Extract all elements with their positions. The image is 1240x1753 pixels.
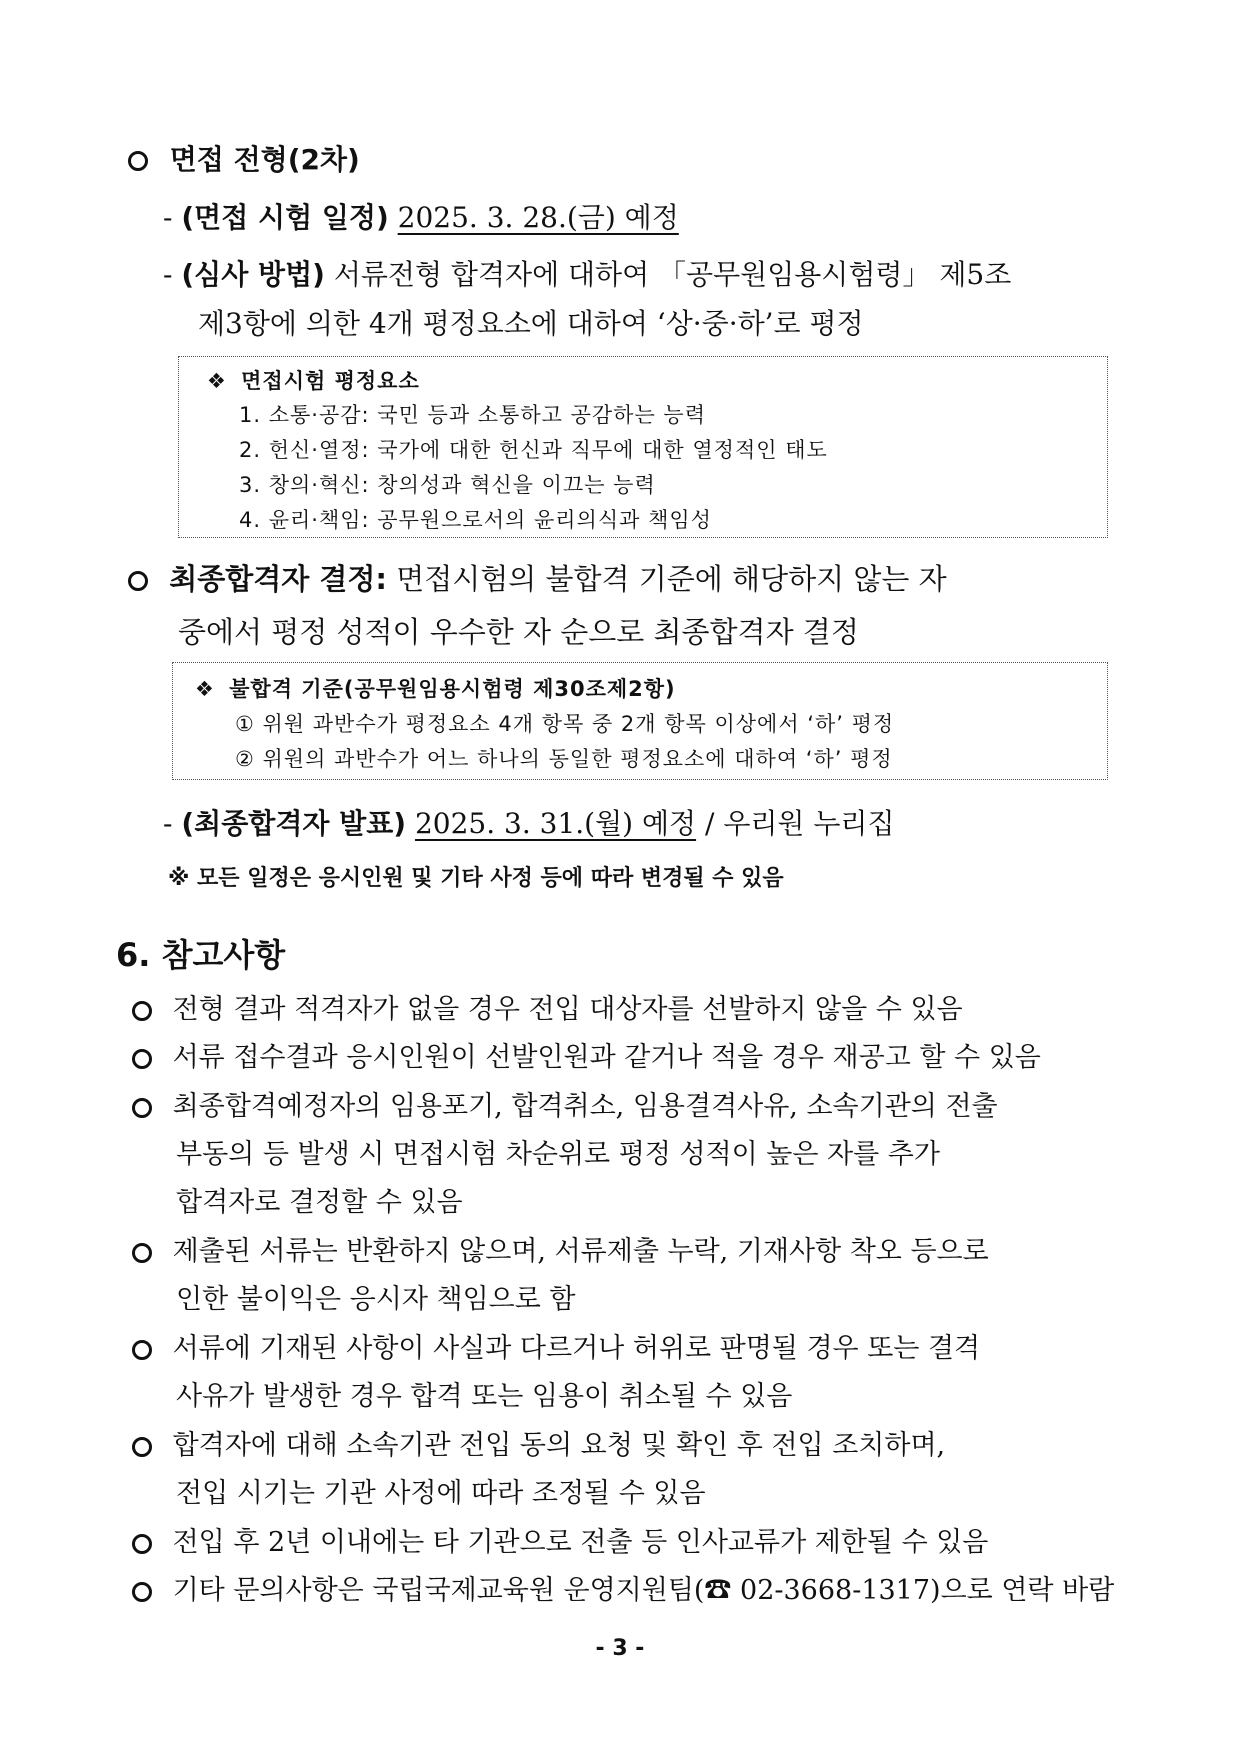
interview-schedule-label: (면접 시험 일정)	[181, 201, 389, 234]
circle-bullet-icon	[132, 1534, 152, 1554]
criteria-item: 4. 윤리·책임: 공무원으로서의 윤리의식과 책임성	[239, 508, 712, 532]
reference-item: 전입 후 2년 이내에는 타 기관으로 전출 등 인사교류가 제한될 수 있음	[132, 1520, 988, 1559]
interview-method-text-1: 서류전형 합격자에 대하여 「공무원임용시험령」 제5조	[333, 258, 1012, 291]
reference-item: 제출된 서류는 반환하지 않으며, 서류제출 누락, 기재사항 착오 등으로	[132, 1229, 989, 1268]
page-number: - 3 -	[595, 1636, 645, 1661]
circle-bullet-icon	[132, 1437, 152, 1457]
reference-item: 서류에 기재된 사항이 사실과 다르거나 허위로 판명될 경우 또는 결격	[132, 1326, 980, 1365]
final-decision-heading: 최종합격자 결정:	[169, 562, 388, 596]
fail-box-title: ❖ 불합격 기준(공무원임용시험령 제30조제2항)	[195, 677, 676, 701]
criteria-item: 2. 헌신·열정: 국가에 대한 헌신과 직무에 대한 열정적인 태도	[239, 438, 828, 462]
circle-bullet-icon	[132, 1340, 152, 1360]
interview-method-line-1: - (심사 방법) 서류전형 합격자에 대하여 「공무원임용시험령」 제5조	[163, 258, 1012, 291]
reference-item: 기타 문의사항은 국립국제교육원 운영지원팀(☎ 02-3668-1317)으로 연락 바람	[132, 1568, 1114, 1607]
diamond-bullet-icon: ❖	[195, 677, 215, 701]
criteria-box-title: ❖ 면접시험 평정요소	[207, 369, 420, 393]
interview-method-label: (심사 방법)	[181, 258, 325, 291]
final-decision-text-1: 면접시험의 불합격 기준에 해당하지 않는 자	[396, 562, 947, 596]
interview-heading: 면접 전형(2차)	[128, 138, 360, 178]
reference-item-continued: 전입 시기는 기관 사정에 따라 조정될 수 있음	[176, 1478, 706, 1509]
circle-bullet-icon	[132, 1582, 152, 1602]
final-announce-date: 2025. 3. 31.(월) 예정	[414, 807, 697, 840]
final-decision-line-1	[128, 557, 947, 598]
reference-heading: 6. 참고사항	[116, 936, 286, 974]
final-announce-line: - (최종합격자 발표) 2025. 3. 31.(월) 예정 / 우리원 누리집	[163, 807, 895, 840]
interview-criteria-box	[178, 356, 1108, 538]
reference-item-continued: 인한 불이익은 응시자 책임으로 함	[176, 1284, 576, 1315]
fail-criteria-box	[172, 662, 1108, 780]
circle-bullet-icon	[128, 151, 148, 171]
interview-method-line-2: 제3항에 의한 4개 평정요소에 대하여 ‘상·중·하’로 평정	[198, 307, 864, 340]
schedule-change-note: ※ 모든 일정은 응시인원 및 기타 사정 등에 따라 변경될 수 있음	[168, 866, 784, 891]
fail-criteria-item: ① 위원 과반수가 평정요소 4개 항목 중 2개 항목 이상에서 ‘하’ 평정	[235, 712, 895, 736]
interview-schedule-date: 2025. 3. 28.(금) 예정	[397, 201, 679, 234]
circle-bullet-icon	[132, 1049, 152, 1069]
reference-item: 합격자에 대해 소속기관 전입 동의 요청 및 확인 후 전입 조치하며,	[132, 1423, 945, 1462]
reference-item-continued: 부동의 등 발생 시 면접시험 차순위로 평정 성적이 높은 자를 추가	[176, 1139, 940, 1170]
reference-item: 최종합격예정자의 임용포기, 합격취소, 임용결격사유, 소속기관의 전출	[132, 1084, 998, 1123]
criteria-item: 3. 창의·혁신: 창의성과 혁신을 이끄는 능력	[239, 473, 656, 497]
reference-item: 서류 접수결과 응시인원이 선발인원과 같거나 적을 경우 재공고 할 수 있음	[132, 1035, 1041, 1074]
circle-bullet-icon	[132, 1243, 152, 1263]
reference-item: 전형 결과 적격자가 없을 경우 전입 대상자를 선발하지 않을 수 있음	[132, 987, 963, 1026]
circle-bullet-icon	[128, 571, 148, 591]
fail-criteria-item: ② 위원의 과반수가 어느 하나의 동일한 평정요소에 대하여 ‘하’ 평정	[235, 747, 893, 771]
reference-item-continued: 사유가 발생한 경우 합격 또는 임용이 취소될 수 있음	[176, 1381, 793, 1412]
final-announce-place: / 우리원 누리집	[696, 807, 895, 840]
circle-bullet-icon	[132, 1001, 152, 1021]
final-announce-label: (최종합격자 발표)	[181, 807, 407, 840]
criteria-item: 1. 소통·공감: 국민 등과 소통하고 공감하는 능력	[239, 403, 706, 427]
final-decision-line-2: 중에서 평정 성적이 우수한 자 순으로 최종합격자 결정	[178, 615, 859, 649]
reference-item-continued: 합격자로 결정할 수 있음	[176, 1187, 463, 1218]
circle-bullet-icon	[132, 1098, 152, 1118]
interview-schedule-line: - (면접 시험 일정) 2025. 3. 28.(금) 예정	[163, 201, 679, 234]
diamond-bullet-icon: ❖	[207, 369, 227, 393]
